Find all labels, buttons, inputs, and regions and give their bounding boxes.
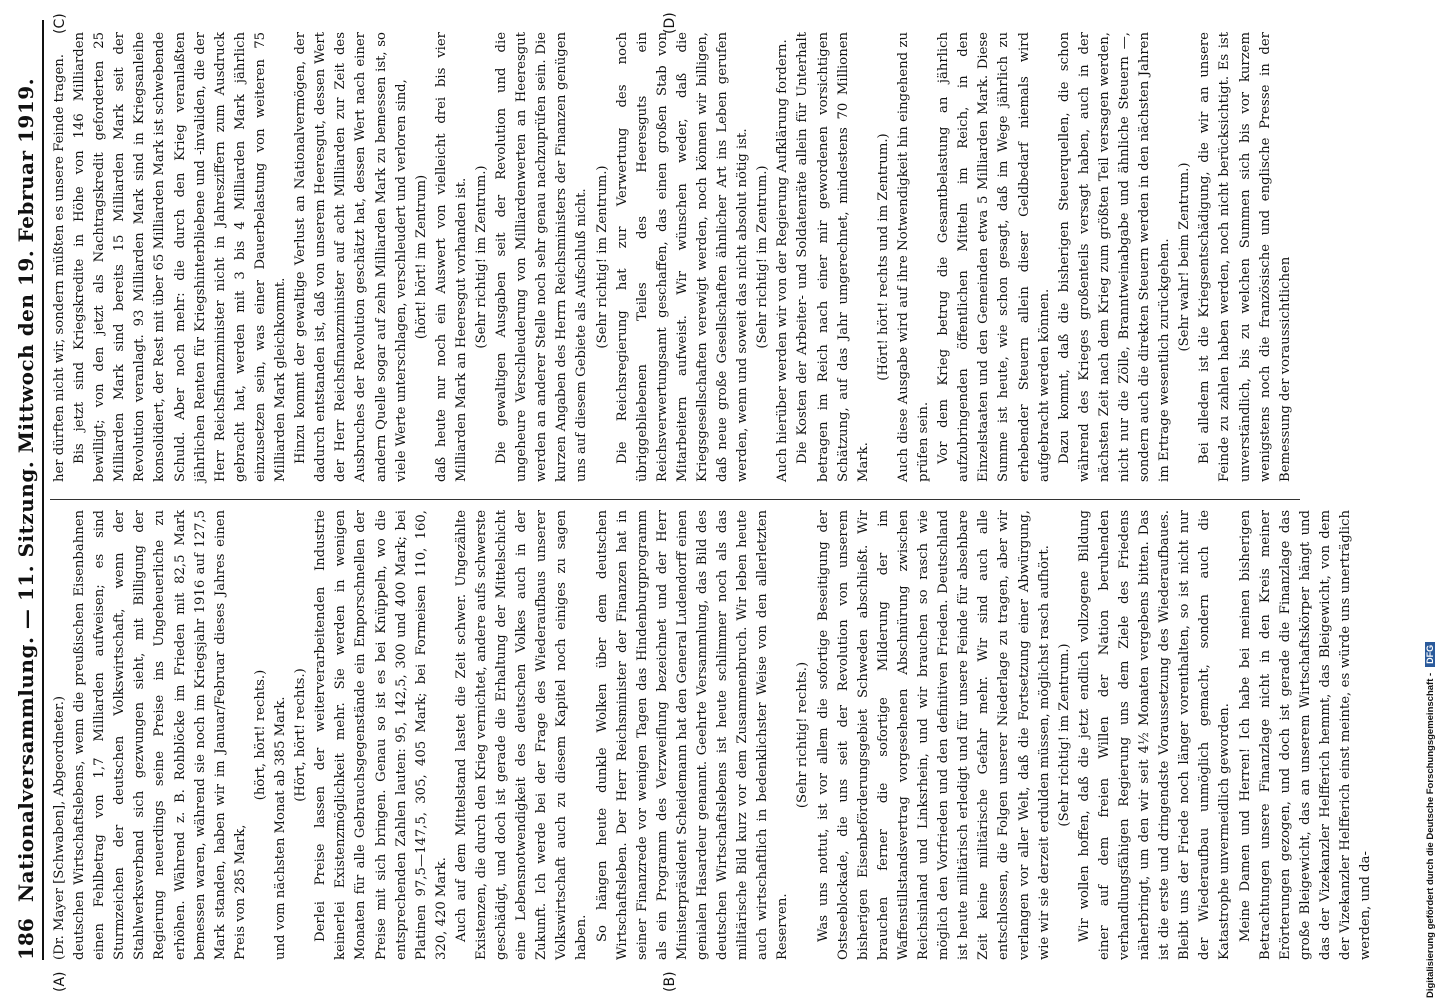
- speaker-line: (Dr. Mayer [Schwaben], Abgeordneter.): [52, 695, 67, 960]
- margin-marker-b: (B): [662, 971, 678, 992]
- left-column: [50, 510, 1376, 960]
- paragraph: Derlei Preise lassen der weiterverarbeitenden Industrie keinerlei Existenzmöglichkeit mehr. Sie werden in wenigen Monaten für alle Gebrauchsgegenstände ein Emporschnellen der Preise mit sich bringen. Genau so ist es bei Knüppeln, wo die entsprechenden Zahlen lauten: 95, 142,5, 300 und 400 Mark; bei Platinen 97,5—147,5, 305, 405 Mark; bei Formeisen 110, 160, 320, 420 Mark.: [313, 510, 449, 960]
- paragraph: und vom nächsten Monat ab 385 Mark.: [273, 696, 289, 960]
- page-number: 186: [14, 918, 38, 960]
- interjection: (Hört! hört! rechts und im Zentrum.): [875, 133, 891, 381]
- page-header: [12, 20, 44, 960]
- interjection: (Sehr richtig! im Zentrum.): [1056, 643, 1072, 827]
- interjection: (Sehr wahr! beim Zentrum.): [1177, 162, 1193, 352]
- paragraph: Vor dem Krieg betrug die Gesamtbelastung an jährlich aufzubringenden öffentlichen Mitteln im Reich, in den Einzelstaaten und den Gemeinden etwa 5 Milliarden Mark. Diese Summe ist heute, wie schon gesagt, daß im Wege jährlich zu erhebender Steuern allein dieser Geldbedarf niemals wird aufgebracht werden können.: [936, 32, 1052, 482]
- paragraph: Die Reichsregierung hat zur Verwertung des noch übriggebliebenen Teiles des Heeresguts ein Reichsverwertungsamt geschaffen, das einen großen Stab von Mitarbeitern aufweist. Wir wünschen weder, daß die Kriegsgesellschaften verewigt werden, noch können wir billigen, daß neue große Gesellschaften ähnlicher Art ins Leben gerufen werden, wenn und soweit das nicht absolut nötig ist.: [614, 32, 751, 482]
- margin-marker-c: (C): [52, 13, 68, 34]
- paragraph: Auch diese Ausgabe wird auf ihre Notwendigkeit hin eingehend zu prüfen sein.: [895, 32, 932, 482]
- paragraph: Auch auf dem Mittelstand lastet die Zeit schwer. Ungezählte Existenzen, die durch den Krieg vernichtet, andere aufs schwerste geschädigt, und doch ist gerade die Erhaltung der Mittelschicht eine Lebensnotwendigkeit des deutschen Volkes auch in der Zukunft. Ich werde bei der Frage des Wiederaufbaus unserer Volkswirtschaft auch zu diesem Kapitel noch einiges zu sagen haben.: [453, 510, 590, 960]
- paragraph: Was uns nottut, ist vor allem die sofortige Beseitigung der Ostseeblockade, die uns seit der Revolution von unserem bisherigen Eisenbeförderungsgebiet Schweden abschließt. Wir brauchen ferner die sofortige Milderung der im Waffenstillstandsvertrag vorgesehenen Abschnürung zwischen Reichsinland und Linksrhein, und wir brauchen so rasch wie möglich den Vorfrieden und den definitiven Frieden. Deutschland ist heute militärisch erledigt und für unsere Feinde für absehbare Zeit keine militärische Gefahr mehr. Wir sind auch alle entschlossen, die Folgen unserer Niederlage zu tragen, aber wir verlangen vor aller Welt, daß die Fortsetzung einer Abwürgung, wie wir sie derzeit erdulden müssen, möglichst rasch aufhört.: [815, 510, 1052, 960]
- paragraph: Auch hierüber werden wir von der Regierung Aufklärung fordern.: [775, 39, 791, 482]
- interjection: (Sehr richtig! rechts.): [795, 661, 811, 809]
- paragraph: Wir wollen hoffen, daß die jetzt endlich vollzogene Bildung einer auf dem freien Willen der Nation beruhenden verhandlungsfähigen Regierung uns dem Ziele des Friedens näherbringt, um den wir seit 4½ Monaten vergebens bitten. Das ist die erste und dringendste Voraussetzung des Wiederaufbaues. Bleibt uns der Friede noch länger vorenthalten, so ist nicht nur der Wiederaufbau unmöglich gemacht, sondern auch die Katastrophe unvermeidlich geworden.: [1076, 510, 1233, 960]
- paragraph: So hängen heute dunkle Wolken über dem deutschen Wirtschaftsleben. Der Herr Reichsminister der Finanzen hat in seiner Finanzrede vor wenigen Tagen das Hindenburgprogramm als ein Programm des Verzweiflung bezeichnet und der Herr Ministerpräsident Scheidemann hat den General Ludendorff einen genialen Hasardeur genannt. Geehrte Versammlung, das Bild des deutschen Wirtschaftslebens ist heute schlimmer noch als das militärische Bild kurz vor dem Zusammenbruch. Wir leben heute auch wirtschaftlich in bedenklichster Weise von den allerletzten Reserven.: [594, 510, 791, 960]
- paragraph: Meine Damen und Herren! Ich habe bei meinen bisherigen Betrachtungen unsere Finanzlage nicht in den Kreis meiner Erörterungen gezogen, und doch ist gerade die Finanzlage das große Bleigewicht, das an unserem Wirtschaftskörper hängt und das der Vizekanzler Helfferich hemmt, das Bleigewicht, von dem der Vizekanzler Helfferich einst meinte, es würde uns unerträglich werden, und da-: [1237, 510, 1374, 960]
- paragraph: Bei alledem ist die Kriegsentschädigung, die wir an unsere Feinde zu zahlen haben werden, noch nicht berücksichtigt. Es ist unverständlich, bis zu welchen Summen sich bis vor kurzem wenigstens noch die französische und englische Presse in der Bemessung der voraussichtlichen: [1197, 32, 1293, 482]
- paragraph: Die gewaltigen Ausgaben seit der Revolution und die ungeheure Verschleuderung von Milliardenwerten an Heeresgut werden an anderer Stelle noch sehr genau nachzuprüfen sein. Die kurzen Angaben des Herrn Reichsministers der Finanzen genügen uns auf diesem Gebiete als Aufschluß nicht.: [494, 32, 590, 482]
- paragraph: deutschen Wirtschaftslebens, wenn die preußischen Eisenbahnen einen Fehlbetrag von 1,7 Milliarden aufweisen; es sind Sturmzeichen der deutschen Volkswirtschaft, wenn der Stahlwerksverband sich gezwungen sieht, mit Billigung der Regierung neuerdings seine Preise ins Ungeheuerliche zu erhöhen. Während z. B. Rohblöcke im Frieden mit 82,5 Mark bemessen waren, während sie noch im Kriegsjahr 1916 auf 127,5 Mark standen, haben wir im Januar/Februar dieses Jahres einen Preis von 285 Mark,: [72, 510, 248, 960]
- interjection: (Sehr richtig! im Zentrum.): [755, 165, 771, 349]
- paragraph: Die Kosten der Arbeiter- und Soldatenräte allein für Unterhalt betragen im Reich nach einer mir gewordenen vorsichtigen Schätzung, auf das Jahr umgerechnet, mindestens 70 Millionen Mark.: [795, 32, 871, 482]
- interjection: (Sehr richtig! im Zentrum.): [594, 165, 610, 349]
- digitization-credit: [1425, 642, 1436, 998]
- column-divider: [50, 499, 1300, 500]
- paragraph: her dürften nicht wir, sondern müßten es unsere Feinde tragen.: [52, 54, 67, 482]
- right-column: [50, 32, 1296, 482]
- paragraph: Bis jetzt sind Kriegskredite in Höhe von 146 Milliarden bewilligt; von den jetzt als Nachtragskredit geforderten 25 Milliarden Mark sind bereits 15 Milliarden Mark seit der Revolution veranlagt. 93 Milliarden Mark sind in Kriegsanleihe konsolidiert, der Rest mit über 65 Milliarden Mark ist schwebende Schuld. Aber noch mehr: die durch den Krieg veranlaßten jährlichen Renten für Kriegshinterbliebene und -invaliden, die der Herr Reichsfinanzminister nicht in Jahresziffern zum Ausdruck gebracht hat, werden mit 3 bis 4 Milliarden Mark jährlich einzusetzen sein, was einer Dauerbelastung von weiteren 75 Milliarden Mark gleichkommt.: [72, 32, 289, 482]
- paragraph: Dazu kommt, daß die bisherigen Steuerquellen, die schon während des Krieges großenteils versagt haben, auch in der nächsten Zeit nach dem Krieg zum größten Teil versagen werden, nicht nur die Zölle, Branntweinabgabe und ähnliche Steuern —, sondern auch die direkten Steuern werden in den nächsten Jahren im Ertrage wesentlich zurückgehen.: [1056, 32, 1173, 482]
- paragraph: daß heute nur noch ein Auswert von vielleicht drei bis vier Milliarden Mark an Heeresgut vorhanden ist.: [433, 32, 469, 482]
- interjection: (Hört, hört! rechts.): [293, 668, 309, 802]
- interjection: (hört, hört! rechts.): [252, 669, 268, 801]
- paragraph: Hinzu kommt der gewaltige Verlust an Nationalvermögen, der dadurch entstanden ist, daß von unserem Heeresgut, dessen Wert der Herr Reichsfinanzminister auf acht Milliarden zur Zeit des Ausbruches der Revolution geschätzt hat, dessen Wert nach einer andern Quelle sogar auf zehn Milliarden Mark zu bemessen ist, so viele Werte unterschlagen, verschleudert und verloren sind,: [293, 32, 409, 482]
- page-title: Nationalversammlung. — 11. Sitzung. Mittwoch den 19. Februar 1919.: [14, 77, 38, 903]
- interjection: (Sehr richtig! im Zentrum.): [473, 165, 489, 349]
- margin-marker-d: (D): [662, 12, 678, 34]
- credit-text: Digitalisierung gefördert durch die Deutsche Forschungsgemeinschaft -: [1425, 672, 1436, 998]
- interjection: (hört! hört! im Zentrum): [413, 174, 429, 340]
- dfg-logo: DFG: [1425, 642, 1435, 667]
- margin-marker-a: (A): [52, 971, 68, 992]
